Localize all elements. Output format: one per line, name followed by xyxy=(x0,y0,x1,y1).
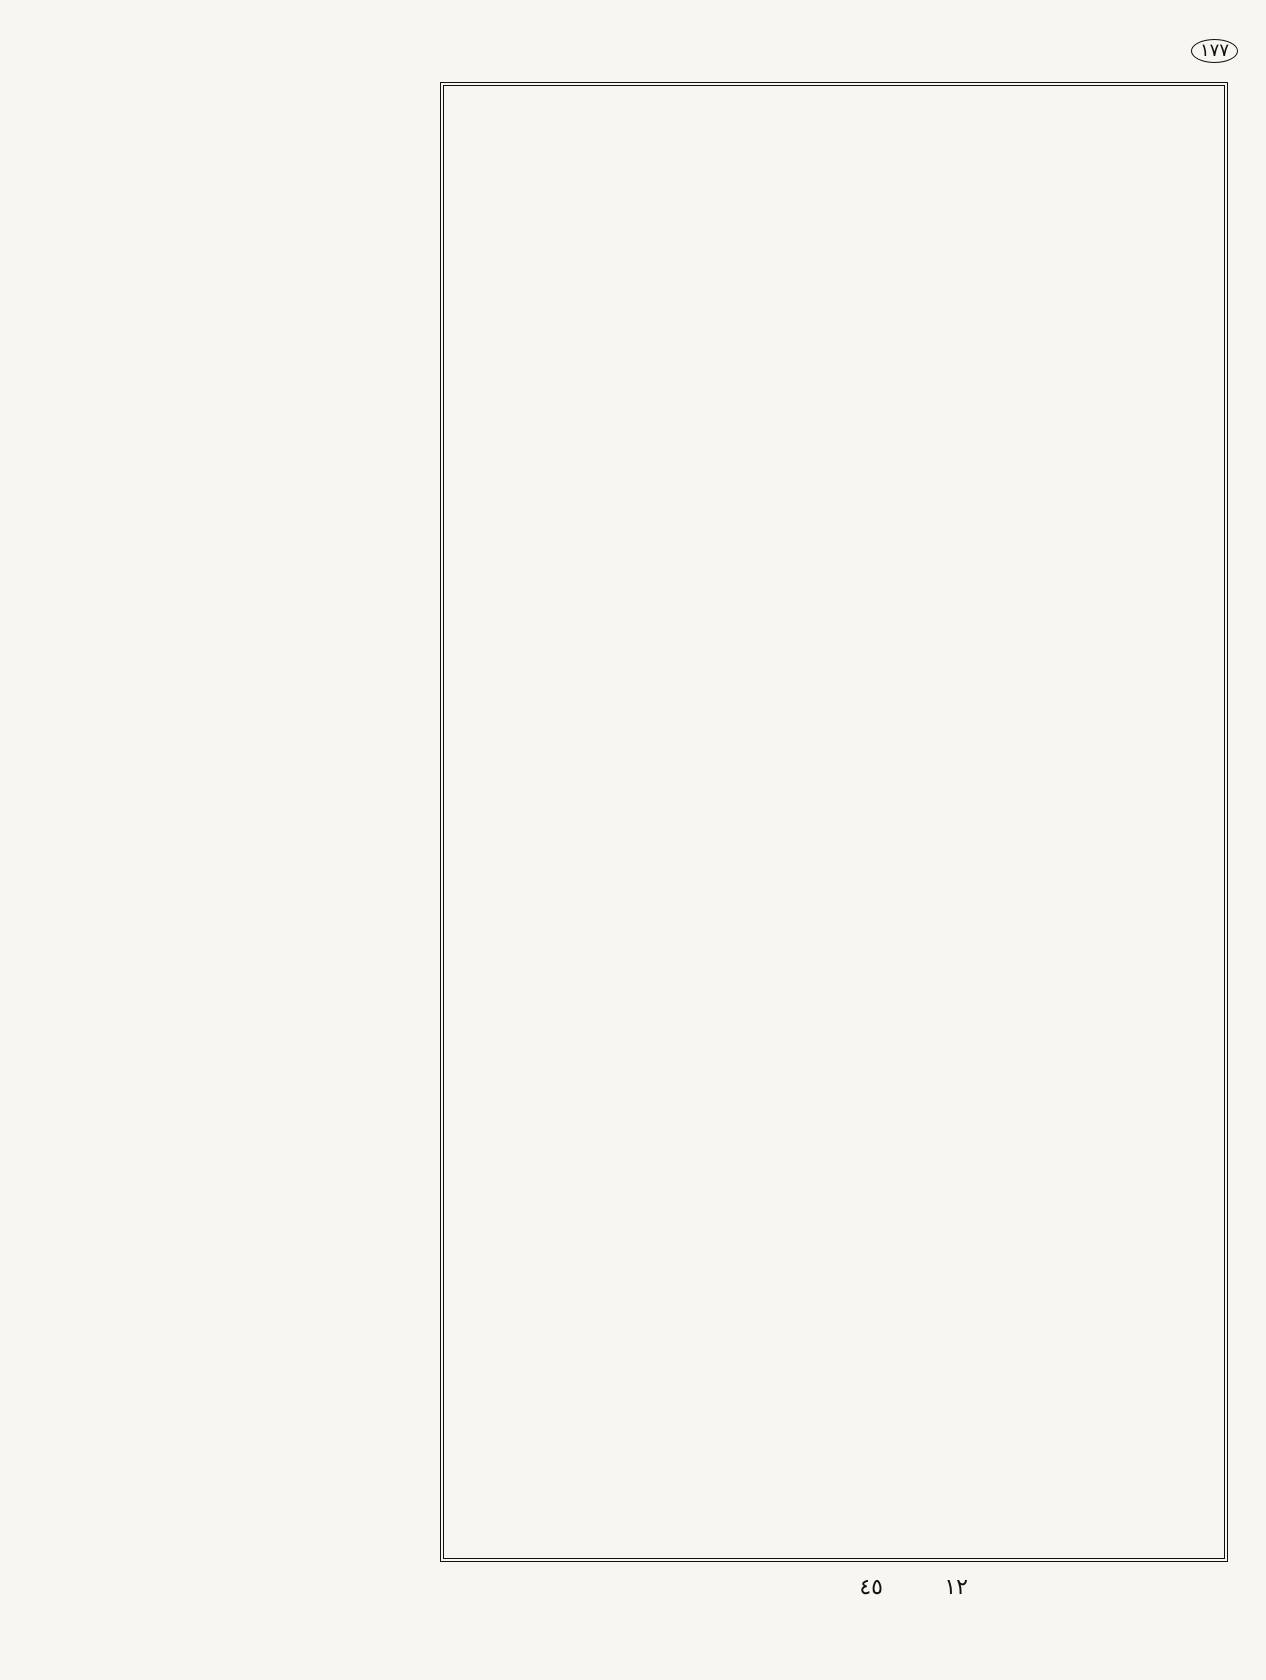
margin-text-line xyxy=(100,414,420,444)
margin-text-line xyxy=(100,474,420,504)
margin-text-line xyxy=(100,1194,420,1224)
margin-text-line xyxy=(100,354,420,384)
margin-text-line xyxy=(100,384,420,414)
margin-text-line xyxy=(100,144,420,174)
main-commentary-frame xyxy=(440,82,1228,1562)
main-text-line xyxy=(456,1314,1212,1344)
main-text-line xyxy=(456,1161,1212,1191)
main-text-line xyxy=(456,733,1212,763)
margin-text-line xyxy=(100,1164,420,1194)
margin-text-line xyxy=(100,534,420,564)
margin-text-line xyxy=(100,1434,420,1464)
margin-text-line xyxy=(100,324,420,354)
main-text-line xyxy=(456,1375,1212,1405)
margin-text-line xyxy=(100,294,420,324)
main-text-line xyxy=(456,427,1212,457)
main-text-line xyxy=(456,977,1212,1007)
margin-text-line xyxy=(100,894,420,924)
main-text-line xyxy=(456,1528,1212,1558)
margin-text-line xyxy=(100,174,420,204)
main-text-line xyxy=(456,763,1212,793)
main-text-line xyxy=(456,671,1212,701)
margin-text-line xyxy=(100,264,420,294)
margin-text-line xyxy=(100,1044,420,1074)
main-text-line xyxy=(456,518,1212,548)
main-text-line xyxy=(456,151,1212,181)
page-footer xyxy=(440,1575,1228,1607)
margin-text-line xyxy=(100,624,420,654)
main-text-line xyxy=(456,243,1212,273)
margin-text-line xyxy=(100,1524,420,1554)
margin-text-line xyxy=(100,1404,420,1434)
main-text-line xyxy=(456,182,1212,212)
margin-text-line xyxy=(100,1134,420,1164)
main-text-line xyxy=(456,549,1212,579)
verse-number: ١٧٧ xyxy=(1191,39,1238,63)
margin-text-line xyxy=(100,564,420,594)
main-text-line xyxy=(456,90,1212,120)
main-text-line xyxy=(456,1498,1212,1528)
main-text-line xyxy=(456,335,1212,365)
margin-text-line xyxy=(100,1074,420,1104)
margin-text-line xyxy=(100,84,420,114)
margin-text-line xyxy=(100,204,420,234)
main-text-line xyxy=(456,855,1212,885)
marginal-tafsir-column xyxy=(100,82,420,1562)
main-text-line xyxy=(456,121,1212,151)
margin-text-line xyxy=(100,444,420,474)
main-text-line xyxy=(456,1039,1212,1069)
margin-text-line xyxy=(100,1344,420,1374)
main-text-line xyxy=(456,1130,1212,1160)
main-text-line xyxy=(456,1253,1212,1283)
margin-text-line xyxy=(100,1464,420,1494)
main-text-line xyxy=(456,1436,1212,1466)
margin-text-line xyxy=(100,1494,420,1524)
main-text-line xyxy=(456,641,1212,671)
main-text-line xyxy=(456,1467,1212,1497)
margin-text-line xyxy=(100,1374,420,1404)
margin-text-line xyxy=(100,1314,420,1344)
margin-text-line xyxy=(100,1014,420,1044)
main-text-line xyxy=(456,1008,1212,1038)
main-text-line xyxy=(456,212,1212,242)
main-text-line xyxy=(456,1069,1212,1099)
margin-text-line xyxy=(100,1224,420,1254)
main-text-line xyxy=(456,610,1212,640)
margin-text-line xyxy=(100,684,420,714)
footer-left-note: ١٢ xyxy=(944,1575,968,1600)
main-text-line xyxy=(456,702,1212,732)
main-text-line xyxy=(456,824,1212,854)
margin-text-line xyxy=(100,984,420,1014)
main-text-line xyxy=(456,488,1212,518)
margin-text-line xyxy=(100,504,420,534)
main-text-line xyxy=(456,274,1212,304)
main-text-line xyxy=(456,1192,1212,1222)
main-text-line xyxy=(456,365,1212,395)
margin-text-line xyxy=(100,654,420,684)
main-text-line xyxy=(456,1100,1212,1130)
main-text-line xyxy=(456,304,1212,334)
page-header xyxy=(40,30,1242,66)
main-text-line xyxy=(456,1406,1212,1436)
margin-text-line xyxy=(100,594,420,624)
margin-text-line xyxy=(100,744,420,774)
margin-text-line xyxy=(100,864,420,894)
page-number: ٤٥ xyxy=(859,1575,883,1600)
main-text-line xyxy=(456,947,1212,977)
margin-text-line xyxy=(100,234,420,264)
margin-text-line xyxy=(100,954,420,984)
main-text-line xyxy=(456,1345,1212,1375)
main-text-line xyxy=(456,396,1212,426)
main-text-line xyxy=(456,1283,1212,1313)
main-text-line xyxy=(456,580,1212,610)
main-text-line xyxy=(456,916,1212,946)
margin-text-line xyxy=(100,804,420,834)
main-text-line xyxy=(456,886,1212,916)
main-text-line xyxy=(456,457,1212,487)
margin-text-line xyxy=(100,1284,420,1314)
margin-text-line xyxy=(100,1254,420,1284)
margin-text-line xyxy=(100,834,420,864)
margin-text-line xyxy=(100,714,420,744)
margin-text-line xyxy=(100,114,420,144)
margin-text-line xyxy=(100,1104,420,1134)
margin-text-line xyxy=(100,924,420,954)
main-text-line xyxy=(456,794,1212,824)
main-text-line xyxy=(456,1222,1212,1252)
margin-text-line xyxy=(100,774,420,804)
